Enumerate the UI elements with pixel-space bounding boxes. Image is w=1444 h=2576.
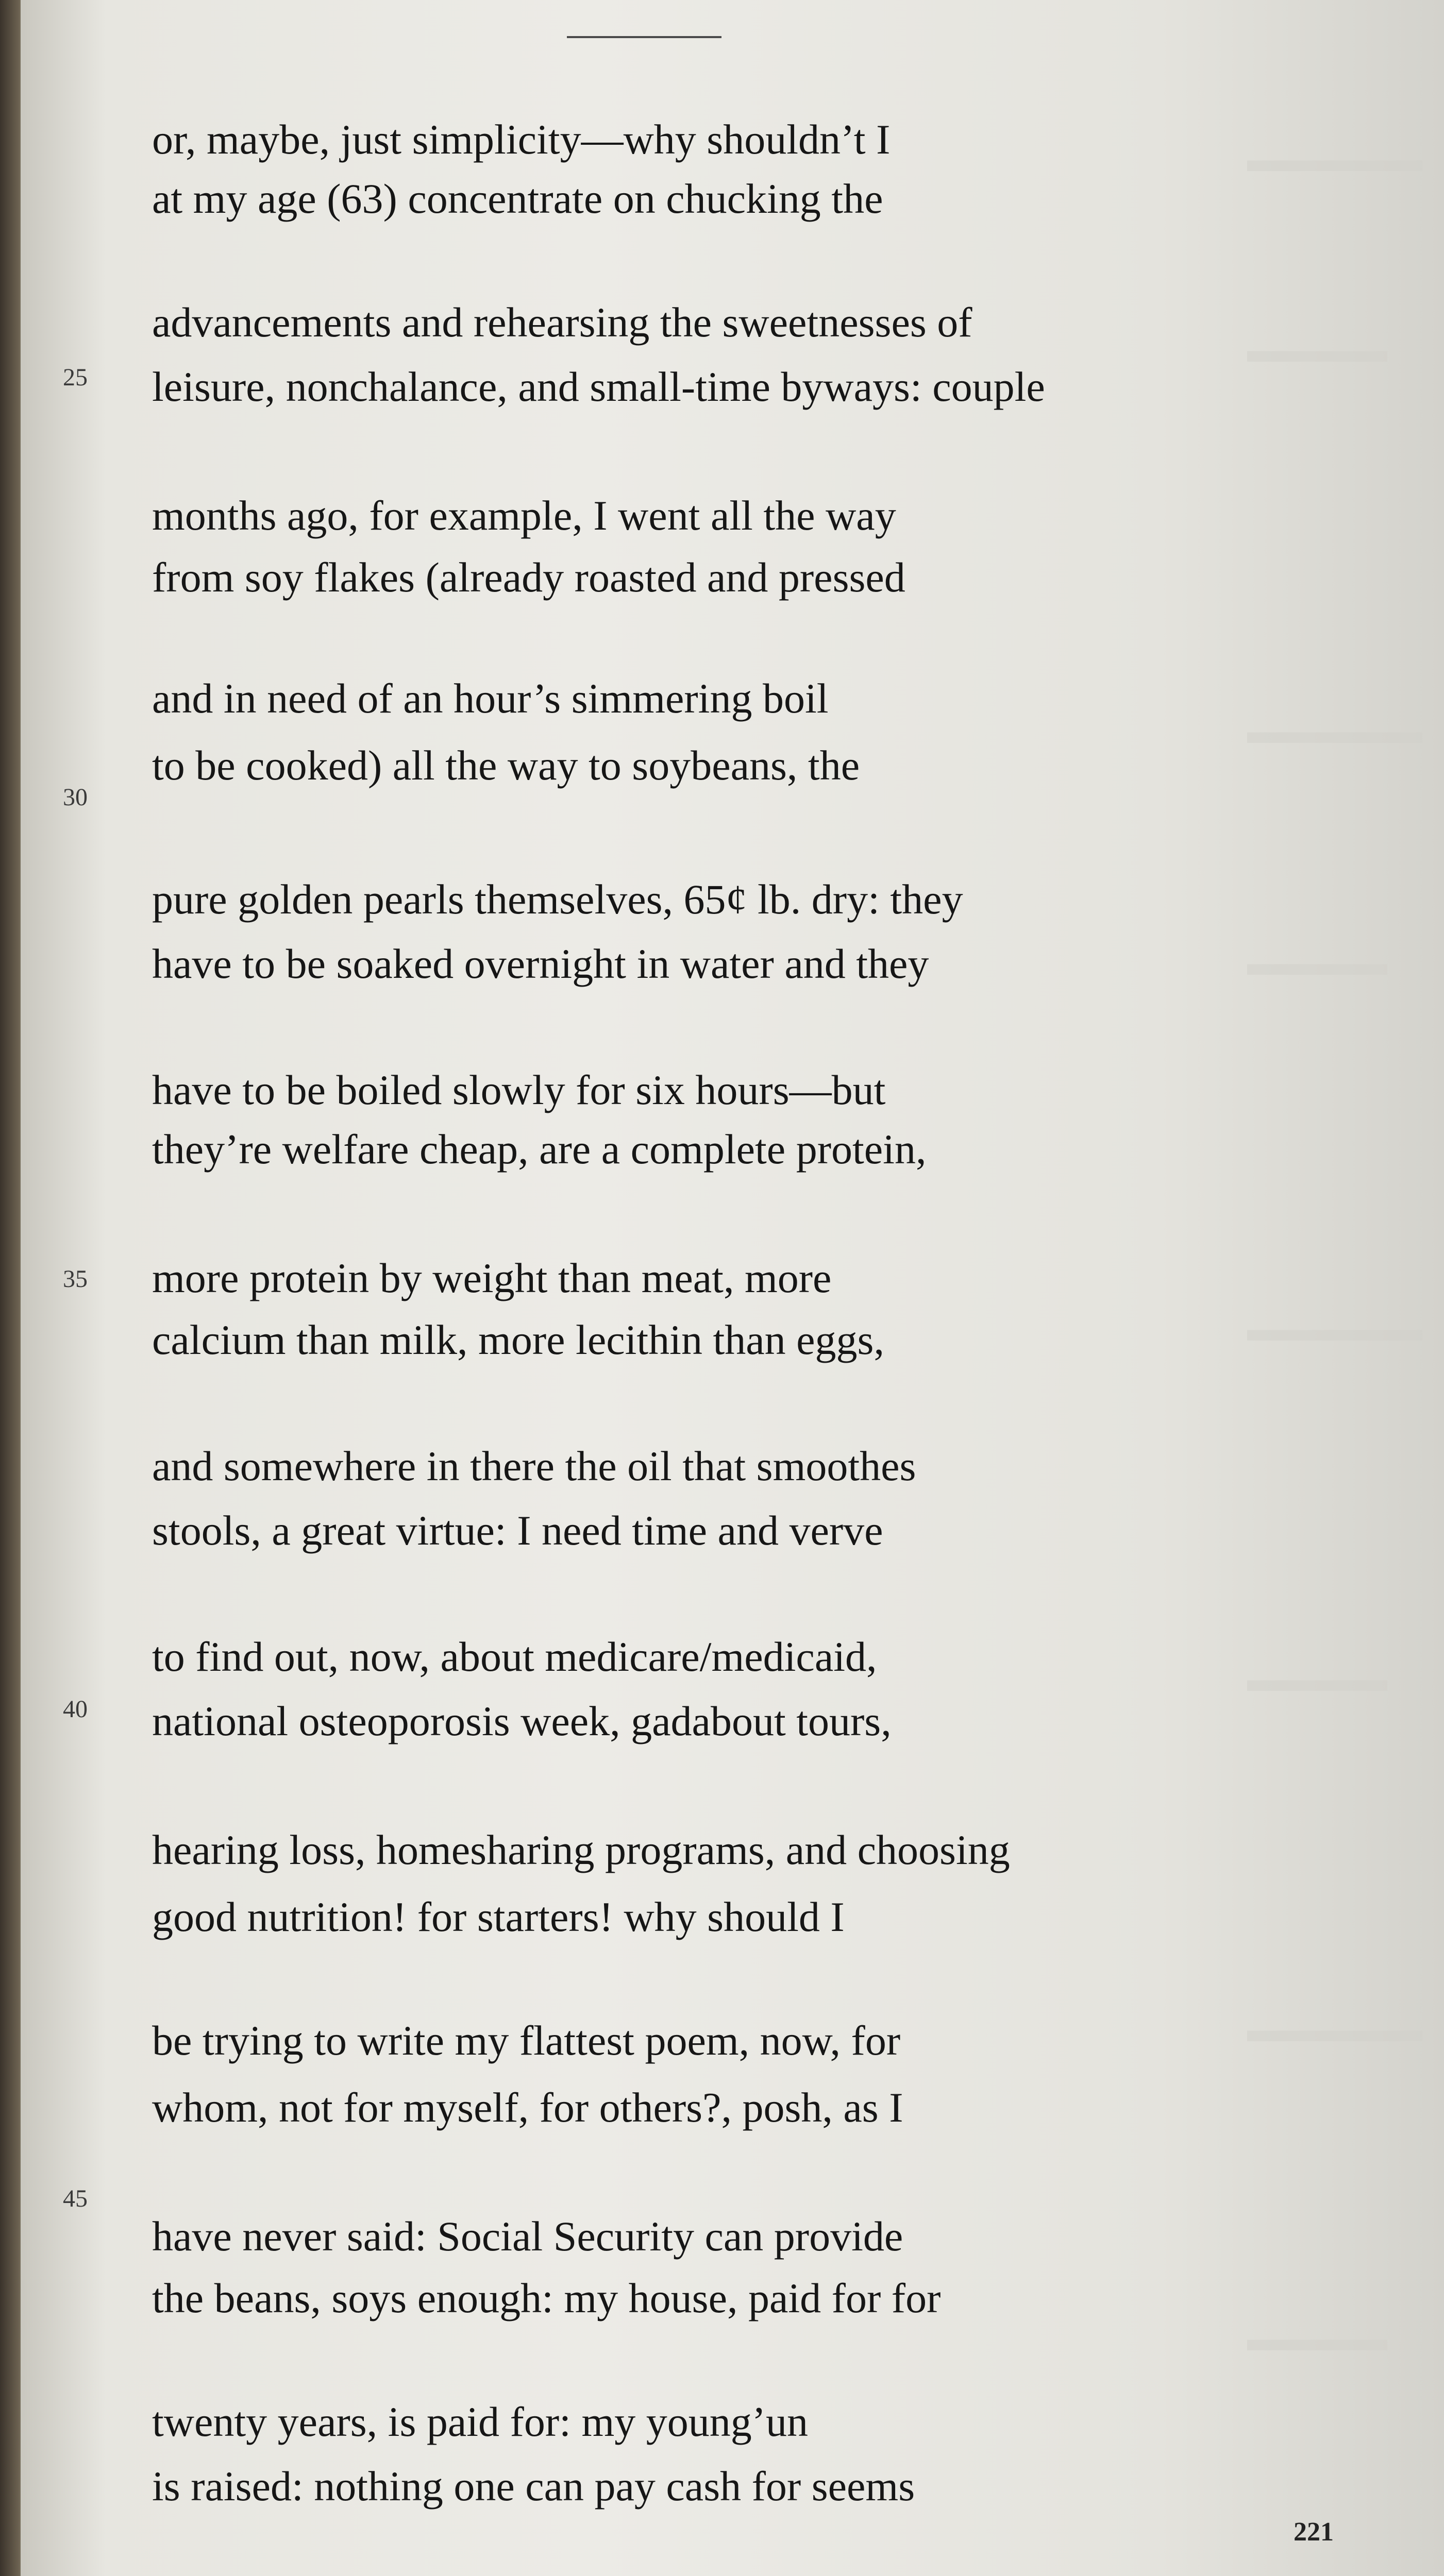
poem-line: to find out, now, about medicare/medicaid, <box>152 1633 877 1680</box>
book-page <box>21 0 1444 2576</box>
poem-line: good nutrition! for starters! why should I <box>152 1893 845 1940</box>
poem-line: pure golden pearls themselves, 65¢ lb. dry: they <box>152 876 963 923</box>
poem-line: national osteoporosis week, gadabout tours, <box>152 1698 892 1744</box>
header-rule <box>567 36 721 38</box>
show-through-text: ▬▬▬▬ <box>1247 330 1387 369</box>
poem-line: more protein by weight than meat, more <box>152 1255 832 1301</box>
line-number: 40 <box>63 1696 88 1723</box>
show-through-text: ▬▬▬▬ <box>1247 1659 1387 1699</box>
poem-line: have never said: Social Security can provide <box>152 2213 903 2260</box>
poem-line: and somewhere in there the oil that smoothes <box>152 1443 916 1489</box>
poem-line: have to be boiled slowly for six hours—but <box>152 1066 886 1113</box>
poem-line: the beans, soys enough: my house, paid for for <box>152 2275 941 2321</box>
poem-line: twenty years, is paid for: my young’un <box>152 2398 809 2445</box>
poem-line: advancements and rehearsing the sweetnesses of <box>152 299 972 346</box>
poem-line: and in need of an hour’s simmering boil <box>152 675 829 722</box>
line-number: 30 <box>63 784 88 811</box>
poem-line: at my age (63) concentrate on chucking the <box>152 175 883 222</box>
show-through-text: ▬▬▬▬ <box>1247 2319 1387 2358</box>
poem-line: months ago, for example, I went all the way <box>152 492 896 539</box>
show-through-text: ▬▬▬▬ <box>1247 943 1387 982</box>
poem-line: hearing loss, homesharing programs, and choosing <box>152 1826 1010 1873</box>
poem-line: stools, a great virtue: I need time and verve <box>152 1507 883 1554</box>
poem-line: calcium than milk, more lecithin than eggs, <box>152 1316 884 1363</box>
show-through-text: ▬▬▬▬▬ <box>1247 140 1422 179</box>
poem-line: is raised: nothing one can pay cash for seems <box>152 2463 915 2510</box>
page-number: 221 <box>1294 2517 1334 2547</box>
line-number: 35 <box>63 1265 88 1293</box>
poem-line: have to be soaked overnight in water and they <box>152 940 929 987</box>
poem-line: they’re welfare cheap, are a complete protein, <box>152 1126 927 1173</box>
poem-line: leisure, nonchalance, and small-time byways: couple <box>152 363 1045 410</box>
line-number: 45 <box>63 2185 88 2212</box>
poem-line: to be cooked) all the way to soybeans, the <box>152 742 860 789</box>
show-through-text: ▬▬▬▬▬ <box>1247 711 1422 751</box>
poem-line: be trying to write my flattest poem, now, for <box>152 2017 901 2064</box>
poem-line: from soy flakes (already roasted and pressed <box>152 554 905 601</box>
line-number: 25 <box>63 364 88 391</box>
show-through-text: ▬▬▬▬▬ <box>1247 2010 1422 2049</box>
show-through-text: ▬▬▬▬▬ <box>1247 1309 1422 1348</box>
poem-line: or, maybe, just simplicity—why shouldn’t I <box>152 116 891 163</box>
poem-line: whom, not for myself, for others?, posh, as I <box>152 2084 903 2131</box>
